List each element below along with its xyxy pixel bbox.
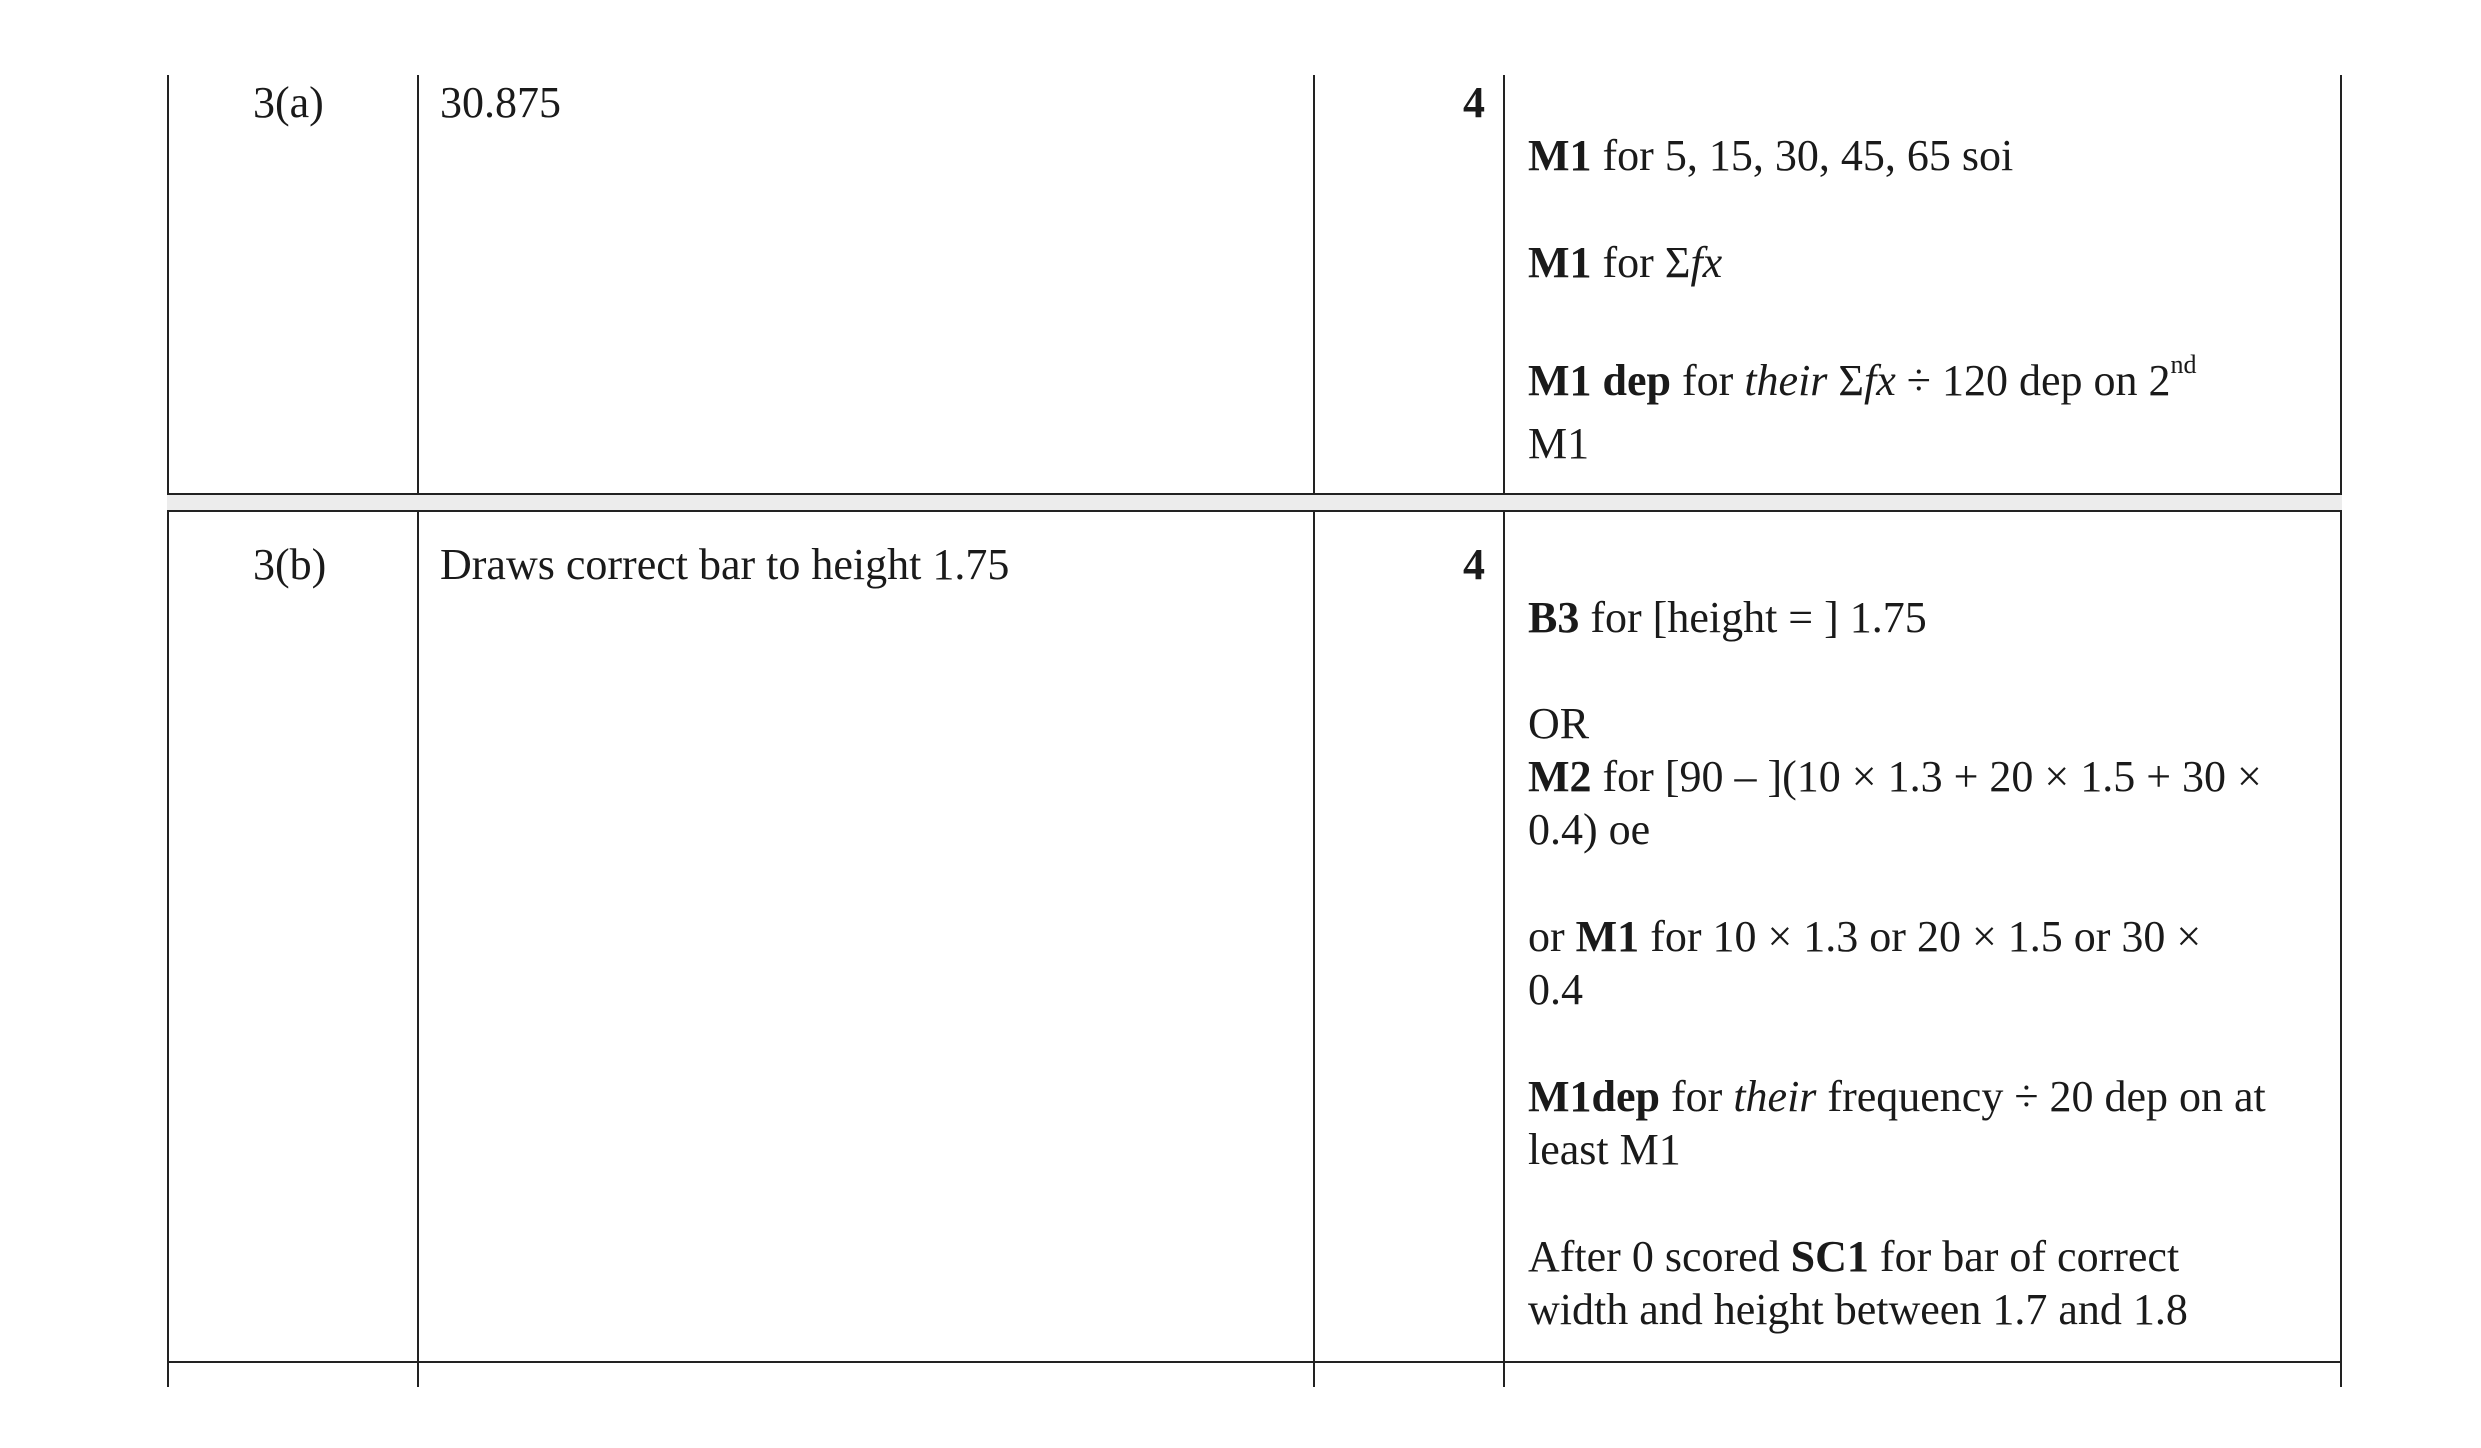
guidance-line: M1 for 5, 15, 30, 45, 65 soi — [1528, 131, 2014, 180]
guidance-line: M1 — [1528, 419, 1590, 468]
guidance-line: M1 dep for their Σfx ÷ 120 dep on 2nd — [1528, 350, 2197, 405]
guidance-line: B3 for [height = ] 1.75 — [1528, 593, 1927, 642]
row-separator-band — [167, 494, 2342, 511]
guidance-line: OR — [1528, 699, 1590, 748]
guidance-line: M1 for Σfx — [1528, 238, 1723, 287]
table-border-left — [167, 75, 169, 1387]
answer-text: Draws correct bar to height 1.75 — [440, 540, 1010, 589]
guidance-line: or M1 for 10 × 1.3 or 20 × 1.5 or 30 × — [1528, 912, 2202, 961]
table-border-right — [2340, 75, 2342, 1387]
table-bottom-line — [167, 1361, 2342, 1363]
guidance-line: M2 for [90 – ](10 × 1.3 + 20 × 1.5 + 30 × — [1528, 752, 2262, 801]
marks-value: 4 — [1463, 78, 1485, 127]
question-number: 3(b) — [253, 540, 327, 589]
guidance-line: M1dep for their frequency ÷ 20 dep on at — [1528, 1072, 2266, 1121]
column-divider-marks — [1503, 75, 1505, 1387]
guidance-line: least M1 — [1528, 1125, 1681, 1174]
guidance-line: width and height between 1.7 and 1.8 — [1528, 1285, 2188, 1334]
column-divider-answer — [1313, 75, 1315, 1387]
answer-text: 30.875 — [440, 78, 561, 127]
row-separator-top — [167, 493, 2342, 495]
column-divider-question — [417, 75, 419, 1387]
marks-value: 4 — [1463, 540, 1485, 589]
question-number: 3(a) — [253, 78, 324, 127]
guidance-line: 0.4 — [1528, 965, 1583, 1014]
row-separator-bottom — [167, 510, 2342, 512]
guidance-line: 0.4) oe — [1528, 805, 1651, 854]
guidance-line: After 0 scored SC1 for bar of correct — [1528, 1232, 2180, 1281]
